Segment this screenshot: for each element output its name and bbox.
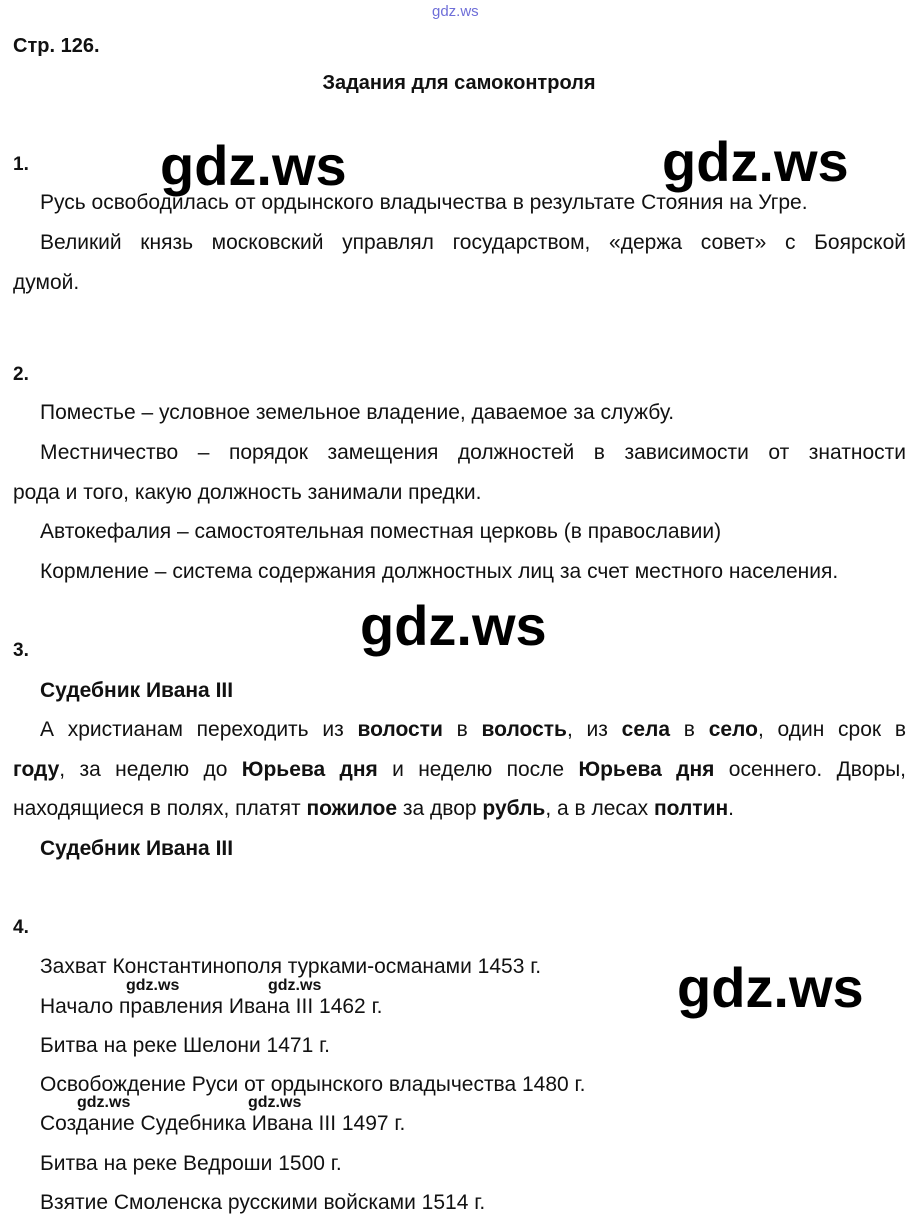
section-title: Задания для самоконтроля: [322, 72, 596, 94]
text: , за неделю до: [59, 758, 242, 781]
q2-line-4: Автокефалия – самостоятельная поместная церковь (в православии): [40, 520, 722, 543]
event-item: Битва на реке Ведроши 1500 г.: [40, 1152, 342, 1175]
event-item: Освобождение Руси от ордынского владычества 1480 г.: [40, 1073, 586, 1096]
term: году: [13, 758, 60, 781]
term: волость: [481, 718, 567, 741]
event-item: Взятие Смоленска русскими войсками 1514 г.: [40, 1191, 486, 1214]
q3-footer: Судебник Ивана III: [40, 837, 234, 860]
q3-line-3: [13, 797, 734, 821]
watermark-top: gdz.ws: [432, 3, 479, 20]
q2-line-1: Поместье – условное земельное владение, даваемое за службу.: [40, 401, 675, 424]
watermark-big-1: gdz.ws: [160, 134, 347, 197]
watermark-small-3: gdz.ws: [77, 1094, 131, 1111]
term: полтин: [653, 797, 729, 820]
term: Юрьева дня: [578, 758, 715, 781]
watermark-small-1: gdz.ws: [126, 977, 180, 994]
watermark-small-2: gdz.ws: [268, 977, 322, 994]
q2-line-3: рода и того, какую должность занимали предки.: [13, 481, 482, 504]
term: село: [708, 718, 758, 741]
text: за двор: [397, 797, 483, 820]
q3-heading: Судебник Ивана III: [40, 679, 234, 702]
question-number-2: 2.: [13, 364, 29, 385]
term: пожилое: [306, 797, 398, 820]
page-number: Стр. 126.: [13, 35, 100, 57]
text: , из: [566, 718, 622, 741]
question-number-4: 4.: [13, 917, 29, 938]
q3-line-1: [40, 718, 906, 742]
q1-line-1: Русь освободилась от ордынского владычества в результате Стояния на Угре.: [40, 191, 808, 214]
term: села: [621, 718, 671, 741]
q3-line-2: [13, 758, 906, 782]
event-item: Создание Судебника Ивана III 1497 г.: [40, 1112, 406, 1135]
question-number-3: 3.: [13, 640, 29, 661]
text: находящиеся в полях, платят: [13, 797, 307, 820]
text: , а в лесах: [545, 797, 654, 820]
q1-line-3: думой.: [13, 271, 80, 294]
event-item: Начало правления Ивана III 1462 г.: [40, 995, 383, 1018]
q1-line-2: Великий князь московский управлял государством, «держа совет» с Боярской: [40, 231, 906, 254]
watermark-small-4: gdz.ws: [248, 1094, 302, 1111]
text: А христианам переходить из: [40, 718, 358, 741]
term: рубль: [482, 797, 546, 820]
text: в: [442, 718, 482, 741]
text: осеннего. Дворы,: [714, 758, 906, 781]
text: в: [670, 718, 709, 741]
watermark-big-4: gdz.ws: [677, 956, 864, 1019]
event-item: Битва на реке Шелони 1471 г.: [40, 1034, 331, 1057]
term: Юрьева дня: [241, 758, 378, 781]
watermark-big-2: gdz.ws: [662, 130, 849, 193]
event-item: Захват Константинополя турками-османами 1453 г.: [40, 955, 542, 978]
text: и неделю после: [377, 758, 579, 781]
text: .: [728, 797, 735, 820]
question-number-1: 1.: [13, 154, 29, 175]
watermark-big-3: gdz.ws: [360, 594, 547, 657]
q2-line-2: Местничество – порядок замещения должностей в зависимости от знатности: [40, 441, 906, 464]
term: волости: [357, 718, 443, 741]
q2-line-5: Кормление – система содержания должностных лиц за счет местного населения.: [40, 560, 839, 583]
text: , один срок в: [757, 718, 906, 741]
